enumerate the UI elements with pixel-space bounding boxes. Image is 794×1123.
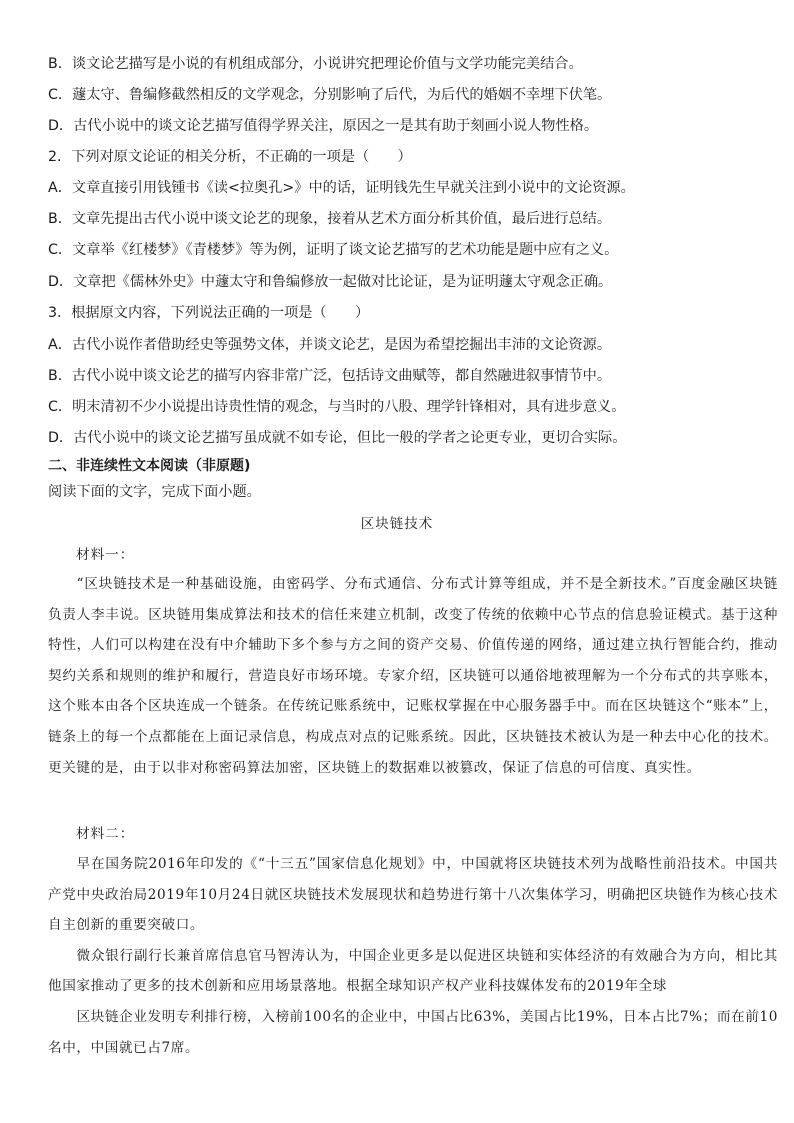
q1-option-c: C．蘧太守、鲁编修截然相反的文学观念，分别影响了后代，为后代的婚姻不幸埋下伏笔。: [48, 87, 612, 103]
q3-option-b: B．古代小说中谈文论艺的描写内容非常广泛，包括诗文曲赋等，都自然融进叙事情节中。: [48, 368, 612, 384]
material2-label: 材料二：: [76, 826, 135, 842]
q2-stem: 2．下列对原文论证的相关分析，不正确的一项是（ ）: [48, 149, 412, 165]
material2-paragraph-3: 区块链企业发明专利排行榜，入榜前100名的企业中，中国占比63%，美国占比19%，日本占比7%；而在前10名中，中国就已占7席。: [48, 1008, 778, 1056]
material2-paragraph-1: 早在国务院2016年印发的《“十三五”国家信息化规划》中，中国就将区块链技术列为战略性前沿技术。中国共产党中央政治局2019年10月24日就区块链技术发展现状和趋势进行第十八次集体学习，明确把区块链作为核心技术自主创新的重要突破口。: [48, 856, 778, 934]
q2-option-a: A．文章直接引用钱锺书《读<拉奥孔>》中的话，证明钱先生早就关注到小说中的文论资源。: [48, 180, 635, 196]
q3-option-a: A．古代小说作者借助经史等强势文体，并谈文论艺，是因为希望挖掘出丰沛的文论资源。: [48, 337, 612, 353]
q1-option-d: D．古代小说中的谈文论艺描写值得学界关注，原因之一是其有助于刻画小说人物性格。: [48, 118, 599, 134]
q2-option-b: B．文章先提出古代小说中谈文论艺的现象，接着从艺术方面分析其价值，最后进行总结。: [48, 211, 612, 227]
article-title: 区块链技术: [360, 516, 434, 532]
material1-label: 材料一：: [76, 547, 135, 563]
q2-option-d: D．文章把《儒林外史》中蘧太守和鲁编修放一起做对比论证，是为证明蘧太守观念正确。: [48, 274, 613, 290]
q3-option-c: C．明末清初不少小说提出诗贵性情的观念，与当时的八股、理学针锋相对，具有进步意义。: [48, 399, 626, 415]
q1-option-b: B．谈文论艺描写是小说的有机组成部分，小说讲究把理论价值与文学功能完美结合。: [48, 56, 583, 72]
section-title: 二、非连续性文本阅读（非原题): [48, 458, 251, 474]
section-instruction: 阅读下面的文字，完成下面小题。: [48, 484, 261, 500]
material2-body: [48, 849, 778, 1063]
q2-option-c: C．文章举《红楼梦》《青楼梦》等为例，证明了谈文论艺描写的艺术功能是题中应有之义。: [48, 242, 619, 258]
material2-paragraph-2: 微众银行副行长兼首席信息官马智涛认为，中国企业更多是以促进区块链和实体经济的有效融合为方向，相比其他国家推动了更多的技术创新和应用场景落地。根据全球知识产权产业科技媒体发布的2019年全球: [48, 947, 778, 995]
material1-body: [48, 569, 778, 783]
q3-stem: 3．根据原文内容，下列说法正确的一项是（ ）: [48, 305, 370, 321]
q3-option-d: D．古代小说中的谈文论艺描写虽成就不如专论，但比一般的学者之论更专业，更切合实际。: [48, 430, 627, 446]
material1-paragraph: “区块链技术是一种基础设施，由密码学、分布式通信、分布式计算等组成，并不是全新技术。”百度金融区块链负责人李丰说。区块链用集成算法和技术的信任来建立机制，改变了传统的依赖中心节点的信息验证模式。基于这种特性，人们可以构建在没有中介辅助下多个参与方之间的资产交易、价值传递的网络，通过建立执行智能合约，推动契约关系和规则的维护和履行，营造良好市场环境。专家介绍，区块链可以通俗地被理解为一个分布式的共享账本，这个账本由各个区块连成一个链条。在传统记账系统中，记账权掌握在中心服务器手中。而在区块链这个“账本”上，链条上的每一个点都能在上面记录信息，构成点对点的记账系统。因此，区块链技术被认为是一种去中心化的技术。更关键的是，由于以非对称密码算法加密，区块链上的数据难以被篡改，保证了信息的可信度、真实性。: [48, 576, 778, 776]
